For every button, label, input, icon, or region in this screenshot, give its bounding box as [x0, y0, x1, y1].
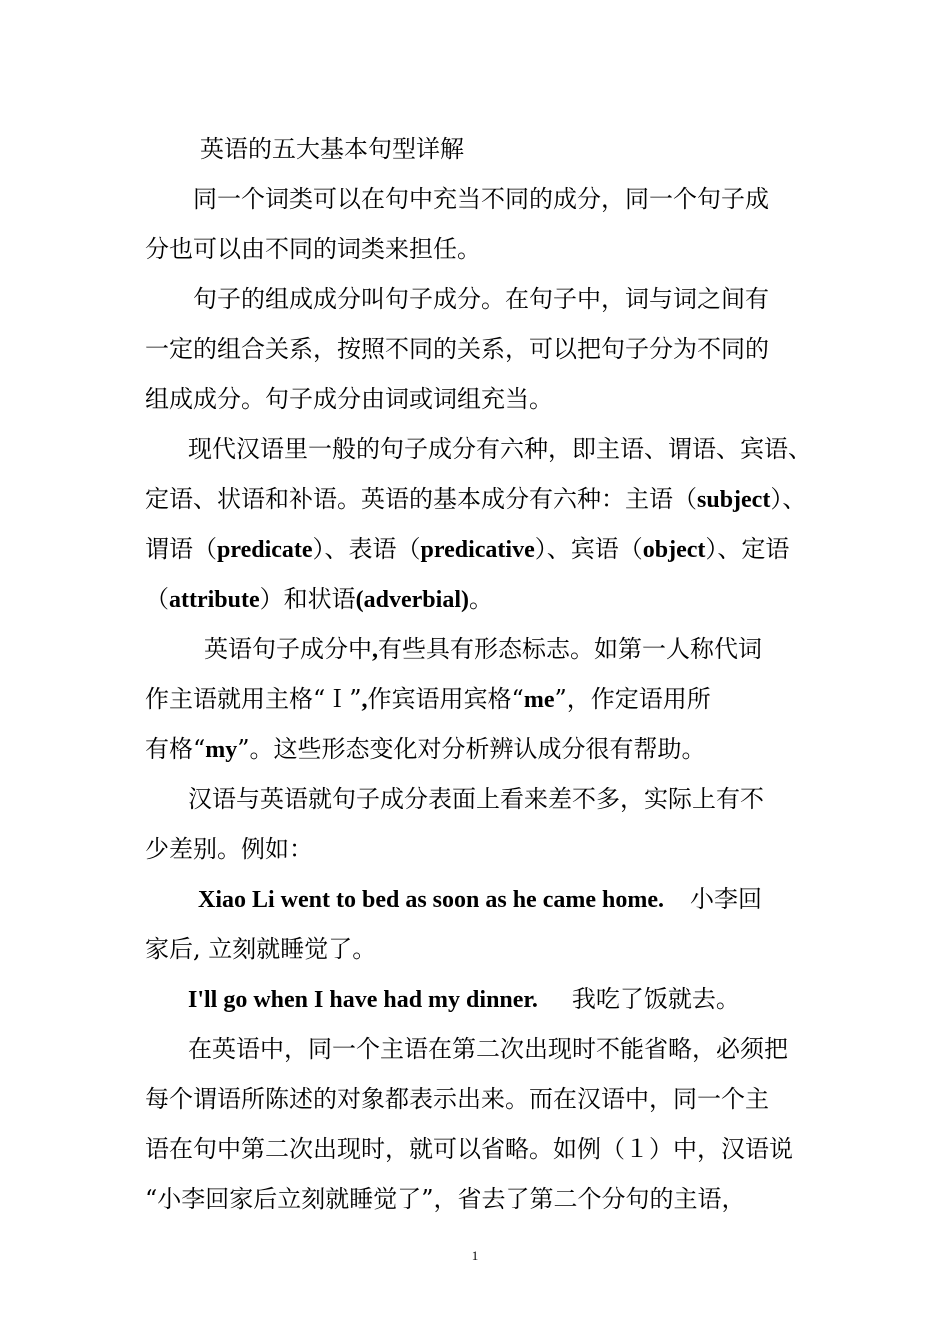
paragraph-2-line-2: 一定的组合关系，按照不同的关系，可以把句子分为不同的: [145, 335, 769, 363]
paragraph-3-line-4: [145, 584, 493, 615]
term-my: my: [205, 737, 238, 763]
example-2-english: I'll go when I have had my dinner.: [188, 987, 538, 1013]
text-run: 有格“: [145, 735, 206, 763]
term-me: me: [523, 687, 555, 713]
text-run: ）和状语: [259, 585, 356, 613]
example-1-line-2: 家后, 立刻就睡觉了。: [145, 935, 377, 963]
example-1-line-1: [198, 884, 762, 915]
paragraph-4-line-2: [145, 684, 711, 715]
text-run: ”。这些形态变化对分析辨认成分很有帮助。: [237, 735, 706, 763]
document-title: 英语的五大基本句型详解: [200, 135, 464, 163]
text-run: （: [145, 585, 169, 613]
paragraph-3-line-1: 现代汉语里一般的句子成分有六种，即主语、谓语、宾语、: [188, 435, 812, 463]
text-run: ）、: [770, 485, 807, 513]
paragraph-4-line-1: [204, 634, 762, 665]
paragraph-1-line-1: 同一个词类可以在句中充当不同的成分，同一个句子成: [193, 185, 769, 213]
term-adverbial: (adverbial): [355, 587, 469, 613]
text-run: 作宾语用宾格“: [367, 685, 524, 713]
term-predicate: predicate: [217, 537, 313, 563]
text-run: 定语、状语和补语。英语的基本成分有六种：主语（: [145, 485, 697, 513]
term-predicative: predicative: [420, 537, 535, 563]
paragraph-2-line-3: 组成成分。句子成分由词或词组充当。: [145, 385, 553, 413]
text-run: 作主语就用主格“Ｉ”: [145, 685, 362, 713]
text-run: ,: [372, 637, 378, 663]
paragraph-2-line-1: 句子的组成成分叫句子成分。在句子中，词与词之间有: [193, 285, 769, 313]
paragraph-5-line-1: 汉语与英语就句子成分表面上看来差不多，实际上有不: [188, 785, 764, 813]
paragraph-6-line-4: “小李回家后立刻就睡觉了”，省去了第二个分句的主语，: [145, 1185, 746, 1213]
text-run: ）、定语: [705, 535, 790, 563]
text-run: ）、表语（: [312, 535, 421, 563]
text-run: ”，作定语用所: [554, 685, 711, 713]
paragraph-6-line-2: 每个谓语所陈述的对象都表示出来。而在汉语中，同一个主: [145, 1085, 769, 1113]
example-2-chinese: 我吃了饭就去。: [571, 985, 740, 1013]
paragraph-5-line-2: 少差别。例如：: [145, 835, 313, 863]
paragraph-6-line-1: 在英语中，同一个主语在第二次出现时不能省略，必须把: [188, 1035, 788, 1063]
page-number: 1: [471, 1248, 479, 1263]
text-run: 有些具有形态标志。如第一人称代词: [378, 635, 762, 663]
term-attribute: attribute: [169, 587, 260, 613]
text-run: 。: [468, 585, 493, 613]
text-run: ,: [361, 687, 368, 713]
text-run: 谓语（: [145, 535, 217, 563]
paragraph-6-line-3: 语在句中第二次出现时，就可以省略。如例（１）中，汉语说: [145, 1135, 793, 1163]
paragraph-1-line-2: 分也可以由不同的词类来担任。: [145, 235, 481, 263]
text-run: ）、宾语（: [534, 535, 643, 563]
paragraph-4-line-3: [145, 734, 706, 765]
paragraph-3-line-2: [145, 484, 806, 515]
example-1-chinese: 小李回: [690, 885, 762, 913]
example-1-english: Xiao Li went to bed as soon as he came home.: [198, 887, 664, 913]
paragraph-3-line-3: [145, 534, 789, 565]
text-run: 英语句子成分中: [204, 635, 372, 663]
example-2-line: [188, 984, 740, 1015]
term-subject: subject: [697, 487, 771, 513]
term-object: object: [642, 537, 706, 563]
